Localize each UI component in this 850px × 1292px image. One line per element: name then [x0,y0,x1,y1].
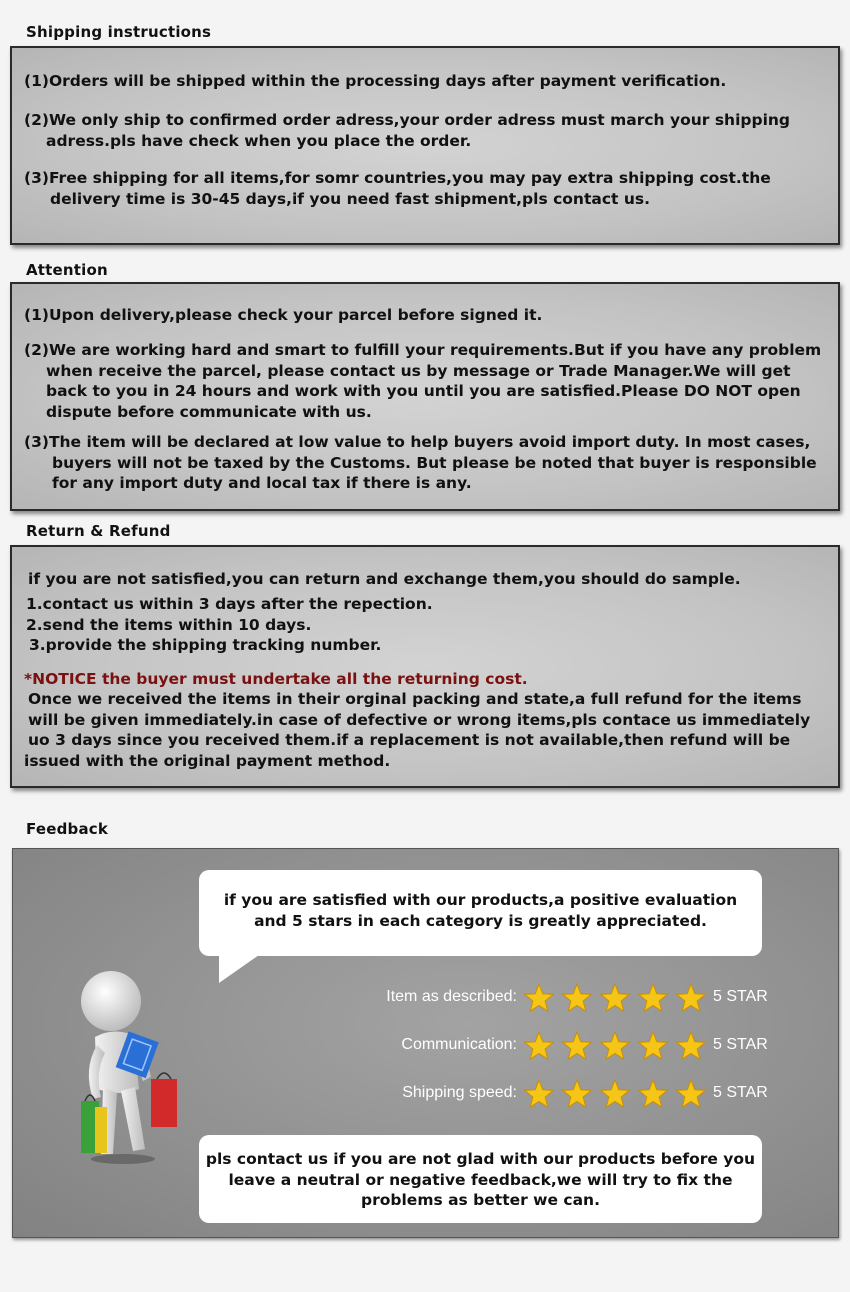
feedback-bubble-tail [219,955,259,983]
attention-item-3-line1: (3)The item will be declared at low value to help buyers avoid import duty. In most cases, [24,433,811,451]
star-icon [561,982,593,1014]
star-icon [675,1030,707,1062]
attention-item-2-line4: dispute before communicate with us. [46,402,372,421]
star-icon [599,1030,631,1062]
shopping-person-icon [73,969,183,1173]
rating-row-communication [313,1030,773,1062]
attention-item-1 [24,305,826,326]
rating-row-item-as-described [313,982,773,1014]
refund-line-3: uo 3 days since you received them.if a replacement is not available,then refund will be [28,731,791,749]
shipping-box [10,46,840,245]
attention-section-title: Attention [26,261,108,279]
star-icon [637,982,669,1014]
attention-item-2-line3: back to you in 24 hours and work with you until you are satisfied.Please DO NOT open [46,382,801,400]
rating-value: 5 STAR [713,1036,768,1053]
attention-box [10,282,840,511]
feedback-panel [12,848,839,1238]
feedback-bubble-top-line1: if you are satisfied with our products,a positive evaluation [223,891,738,909]
feedback-bubble-bottom-line3: problems as better we can. [361,1191,600,1209]
star-icon [561,1078,593,1110]
attention-item-1-line1: (1)Upon delivery,please check your parcel before signed it. [24,306,543,324]
attention-item-2-line1: (2)We are working hard and smart to fulfill your requirements.But if you have any problem [24,341,822,359]
shipping-item-3-line1: (3)Free shipping for all items,for somr countries,you may pay extra shipping cost.the [24,169,771,187]
attention-item-3 [24,432,826,494]
refund-line-2: will be given immediately.in case of defective or wrong items,pls contace us immediately [28,710,811,729]
feedback-section-title: Feedback [26,820,109,838]
star-icon [599,982,631,1014]
rating-label: Item as described: [386,988,517,1005]
rating-label: Shipping speed: [402,1084,517,1101]
rating-value: 5 STAR [713,988,768,1005]
refund-line-1: Once we received the items in their orginal packing and state,a full refund for the items [28,690,802,708]
return-step-2: 2.send the items within 10 days. [26,615,312,634]
shipping-item-2-line1: (2)We only ship to confirmed order adress,your order adress must march your shipping [24,111,791,129]
return-step-1: 1.contact us within 3 days after the repection. [26,595,433,613]
rating-label: Communication: [401,1036,517,1053]
shipping-item-1 [24,71,826,92]
attention-item-3-line2: buyers will not be taxed by the Customs. But please be noted that buyer is responsible [52,453,817,472]
feedback-bubble-bottom-line1: pls contact us if you are not glad with our products before you [205,1150,756,1168]
return-refund-text [24,689,826,771]
attention-item-3-line3: for any import duty and local tax if there is any. [52,474,472,492]
star-rating [523,1030,713,1062]
shipping-item-2-line2: adress.pls have check when you place the order. [46,131,472,150]
return-intro [28,569,826,590]
rating-row-shipping-speed [313,1078,773,1110]
return-section-title: Return & Refund [26,522,171,540]
shipping-item-3-line2: delivery time is 30-45 days,if you need fast shipment,pls contact us. [50,189,650,208]
shipping-item-3 [24,168,826,209]
feedback-bubble-top [199,870,762,956]
refund-line-4: issued with the original payment method. [24,751,391,770]
star-icon [523,1078,555,1110]
star-rating [523,1078,713,1110]
shipping-item-2 [24,110,826,151]
return-box [10,545,840,788]
return-step-3: 3.provide the shipping tracking number. [29,636,382,654]
shipping-section-title: Shipping instructions [26,23,212,41]
feedback-bubble-bottom-line2: leave a neutral or negative feedback,we will try to fix the [228,1170,733,1189]
star-icon [675,982,707,1014]
shipping-item-1-line1: (1)Orders will be shipped within the processing days after payment verification. [24,72,727,90]
attention-item-2 [24,340,826,422]
star-icon [523,1030,555,1062]
star-icon [561,1030,593,1062]
attention-item-2-line2: when receive the parcel, please contact us by message or Trade Manager.We will get [46,361,791,380]
return-notice-text: *NOTICE the buyer must undertake all the returning cost. [24,670,528,688]
rating-value: 5 STAR [713,1084,768,1101]
return-intro-text: if you are not satisfied,you can return and exchange them,you should do sample. [28,570,741,588]
star-icon [675,1078,707,1110]
star-rating [523,982,713,1014]
star-icon [599,1078,631,1110]
return-steps [26,594,826,656]
star-icon [637,1030,669,1062]
star-icon [637,1078,669,1110]
star-icon [523,982,555,1014]
feedback-bubble-bottom [199,1135,762,1223]
feedback-bubble-top-line2: and 5 stars in each category is greatly appreciated. [254,911,707,930]
return-notice [24,669,826,690]
